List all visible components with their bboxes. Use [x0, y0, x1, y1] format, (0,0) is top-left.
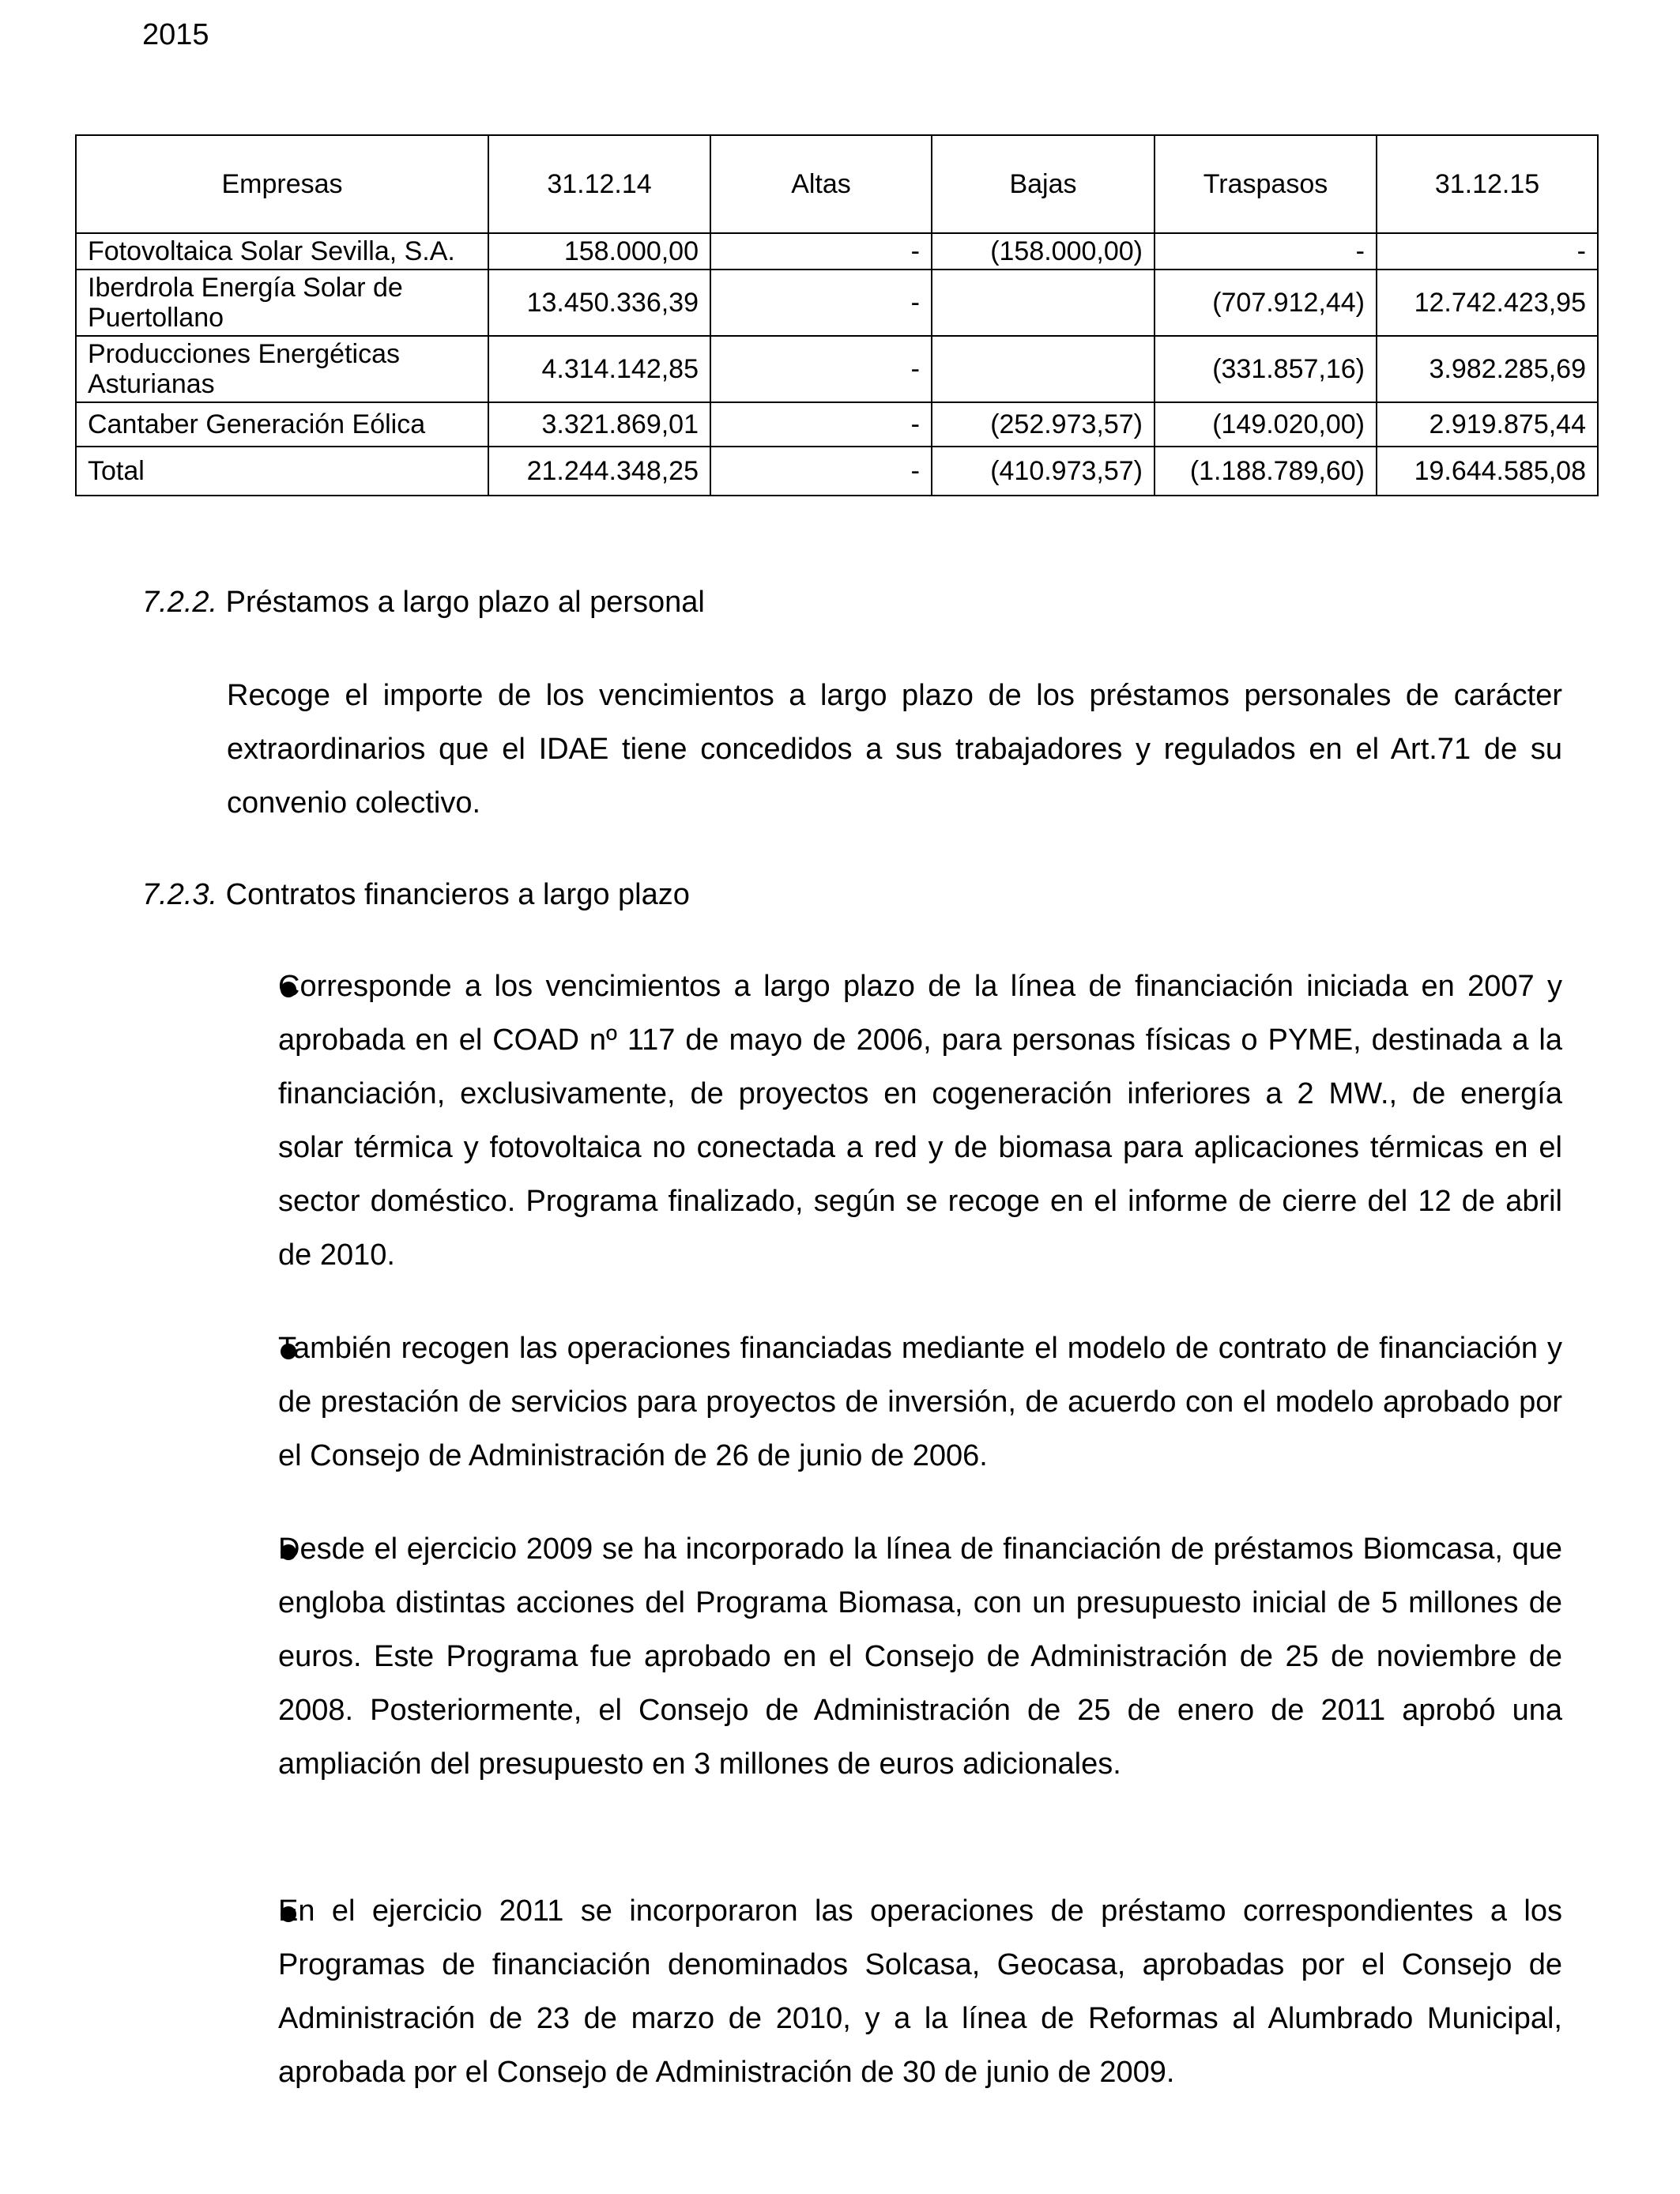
cell-31-12-14: 13.450.336,39	[488, 270, 710, 336]
column-header-traspasos: Traspasos	[1155, 135, 1377, 233]
table-row	[76, 233, 1598, 270]
table-row	[76, 270, 1598, 336]
page-year: 2015	[142, 18, 209, 51]
bullet-item: Corresponde a los vencimientos a largo plazo de la línea de financiación iniciada en 2007 y aprobada en el COAD nº 117 de mayo de 2006, para personas físicas o PYME, destinada a la financiación, exclusivamente, de proyectos en cogeneración inferiores a 2 MW., de energía solar térmica y fotovoltaica no conectada a red y de biomasa para aplicaciones térmicas en el sector doméstico. Programa finalizado, según se recoge en el informe de cierre del 12 de abril de 2010.	[278, 970, 1562, 1272]
cell-bajas: (410.973,57)	[932, 447, 1155, 496]
table-total-row	[76, 447, 1598, 496]
column-header-31-12-15: 31.12.15	[1377, 135, 1598, 233]
column-header-bajas: Bajas	[932, 135, 1155, 233]
investments-table	[75, 134, 1599, 496]
section-722-heading	[142, 582, 705, 623]
cell-traspasos: (331.857,16)	[1155, 336, 1377, 402]
section-722-number: 7.2.2.	[142, 586, 218, 619]
section-723-title: Contratos financieros a largo plazo	[225, 878, 690, 911]
cell-31-12-14: 158.000,00	[488, 233, 710, 270]
cell-31-12-15: 12.742.423,95	[1377, 270, 1598, 336]
table-row	[76, 336, 1598, 402]
cell-31-12-14: 4.314.142,85	[488, 336, 710, 402]
cell-bajas	[932, 336, 1155, 402]
bullet-item: También recogen las operaciones financiadas mediante el modelo de contrato de financiación y de prestación de servicios para proyectos de inversión, de acuerdo con el modelo aprobado por el Consejo de Administración de 26 de junio de 2006.	[278, 1332, 1562, 1472]
section-723-number: 7.2.3.	[142, 878, 218, 911]
cell-traspasos: (149.020,00)	[1155, 402, 1377, 447]
section-722-title: Préstamos a largo plazo al personal	[225, 586, 705, 619]
column-header-31-12-14: 31.12.14	[488, 135, 710, 233]
cell-empresa: Fotovoltaica Solar Sevilla, S.A.	[76, 233, 488, 270]
column-header-altas: Altas	[710, 135, 932, 233]
cell-empresa: Producciones Energéticas Asturianas	[76, 336, 488, 402]
cell-31-12-15: 2.919.875,44	[1377, 402, 1598, 447]
cell-empresa: Total	[76, 447, 488, 496]
cell-traspasos: (1.188.789,60)	[1155, 447, 1377, 496]
cell-altas: -	[710, 402, 932, 447]
bullet-item: En el ejercicio 2011 se incorporaron las operaciones de préstamo correspondientes a los Programas de financiación denominados Solcasa, Geocasa, aprobadas por el Consejo de Administración de 23 de marzo de 2010, y a la línea de Reformas al Alumbrado Municipal, aprobada por el Consejo de Administración de 30 de junio de 2009.	[278, 1894, 1562, 2089]
table-header-row	[76, 135, 1598, 233]
bullet-item: Desde el ejercicio 2009 se ha incorporado la línea de financiación de préstamos Biomcasa, que engloba distintas acciones del Programa Biomasa, con un presupuesto inicial de 5 millones de euros. Este Programa fue aprobado en el Consejo de Administración de 25 de noviembre de 2008. Posteriormente, el Consejo de Administración de 25 de enero de 2011 aprobó una ampliación del presupuesto en 3 millones de euros adicionales.	[278, 1532, 1562, 1781]
cell-altas: -	[710, 447, 932, 496]
cell-traspasos: -	[1155, 233, 1377, 270]
section-722-paragraph: Recoge el importe de los vencimientos a largo plazo de los préstamos personales de carácter extraordinarios que el IDAE tiene concedidos a sus trabajadores y regulados en el Art.71 de su convenio colectivo.	[227, 679, 1562, 820]
section-723-heading	[142, 874, 690, 915]
cell-altas: -	[710, 270, 932, 336]
column-header-empresas: Empresas	[76, 135, 488, 233]
cell-traspasos: (707.912,44)	[1155, 270, 1377, 336]
cell-empresa: Cantaber Generación Eólica	[76, 402, 488, 447]
cell-31-12-14: 21.244.348,25	[488, 447, 710, 496]
cell-bajas	[932, 270, 1155, 336]
table-row	[76, 402, 1598, 447]
cell-altas: -	[710, 336, 932, 402]
cell-empresa: Iberdrola Energía Solar de Puertollano	[76, 270, 488, 336]
cell-31-12-15: 19.644.585,08	[1377, 447, 1598, 496]
cell-bajas: (252.973,57)	[932, 402, 1155, 447]
cell-bajas: (158.000,00)	[932, 233, 1155, 270]
cell-31-12-15: 3.982.285,69	[1377, 336, 1598, 402]
cell-31-12-15: -	[1377, 233, 1598, 270]
cell-31-12-14: 3.321.869,01	[488, 402, 710, 447]
cell-altas: -	[710, 233, 932, 270]
